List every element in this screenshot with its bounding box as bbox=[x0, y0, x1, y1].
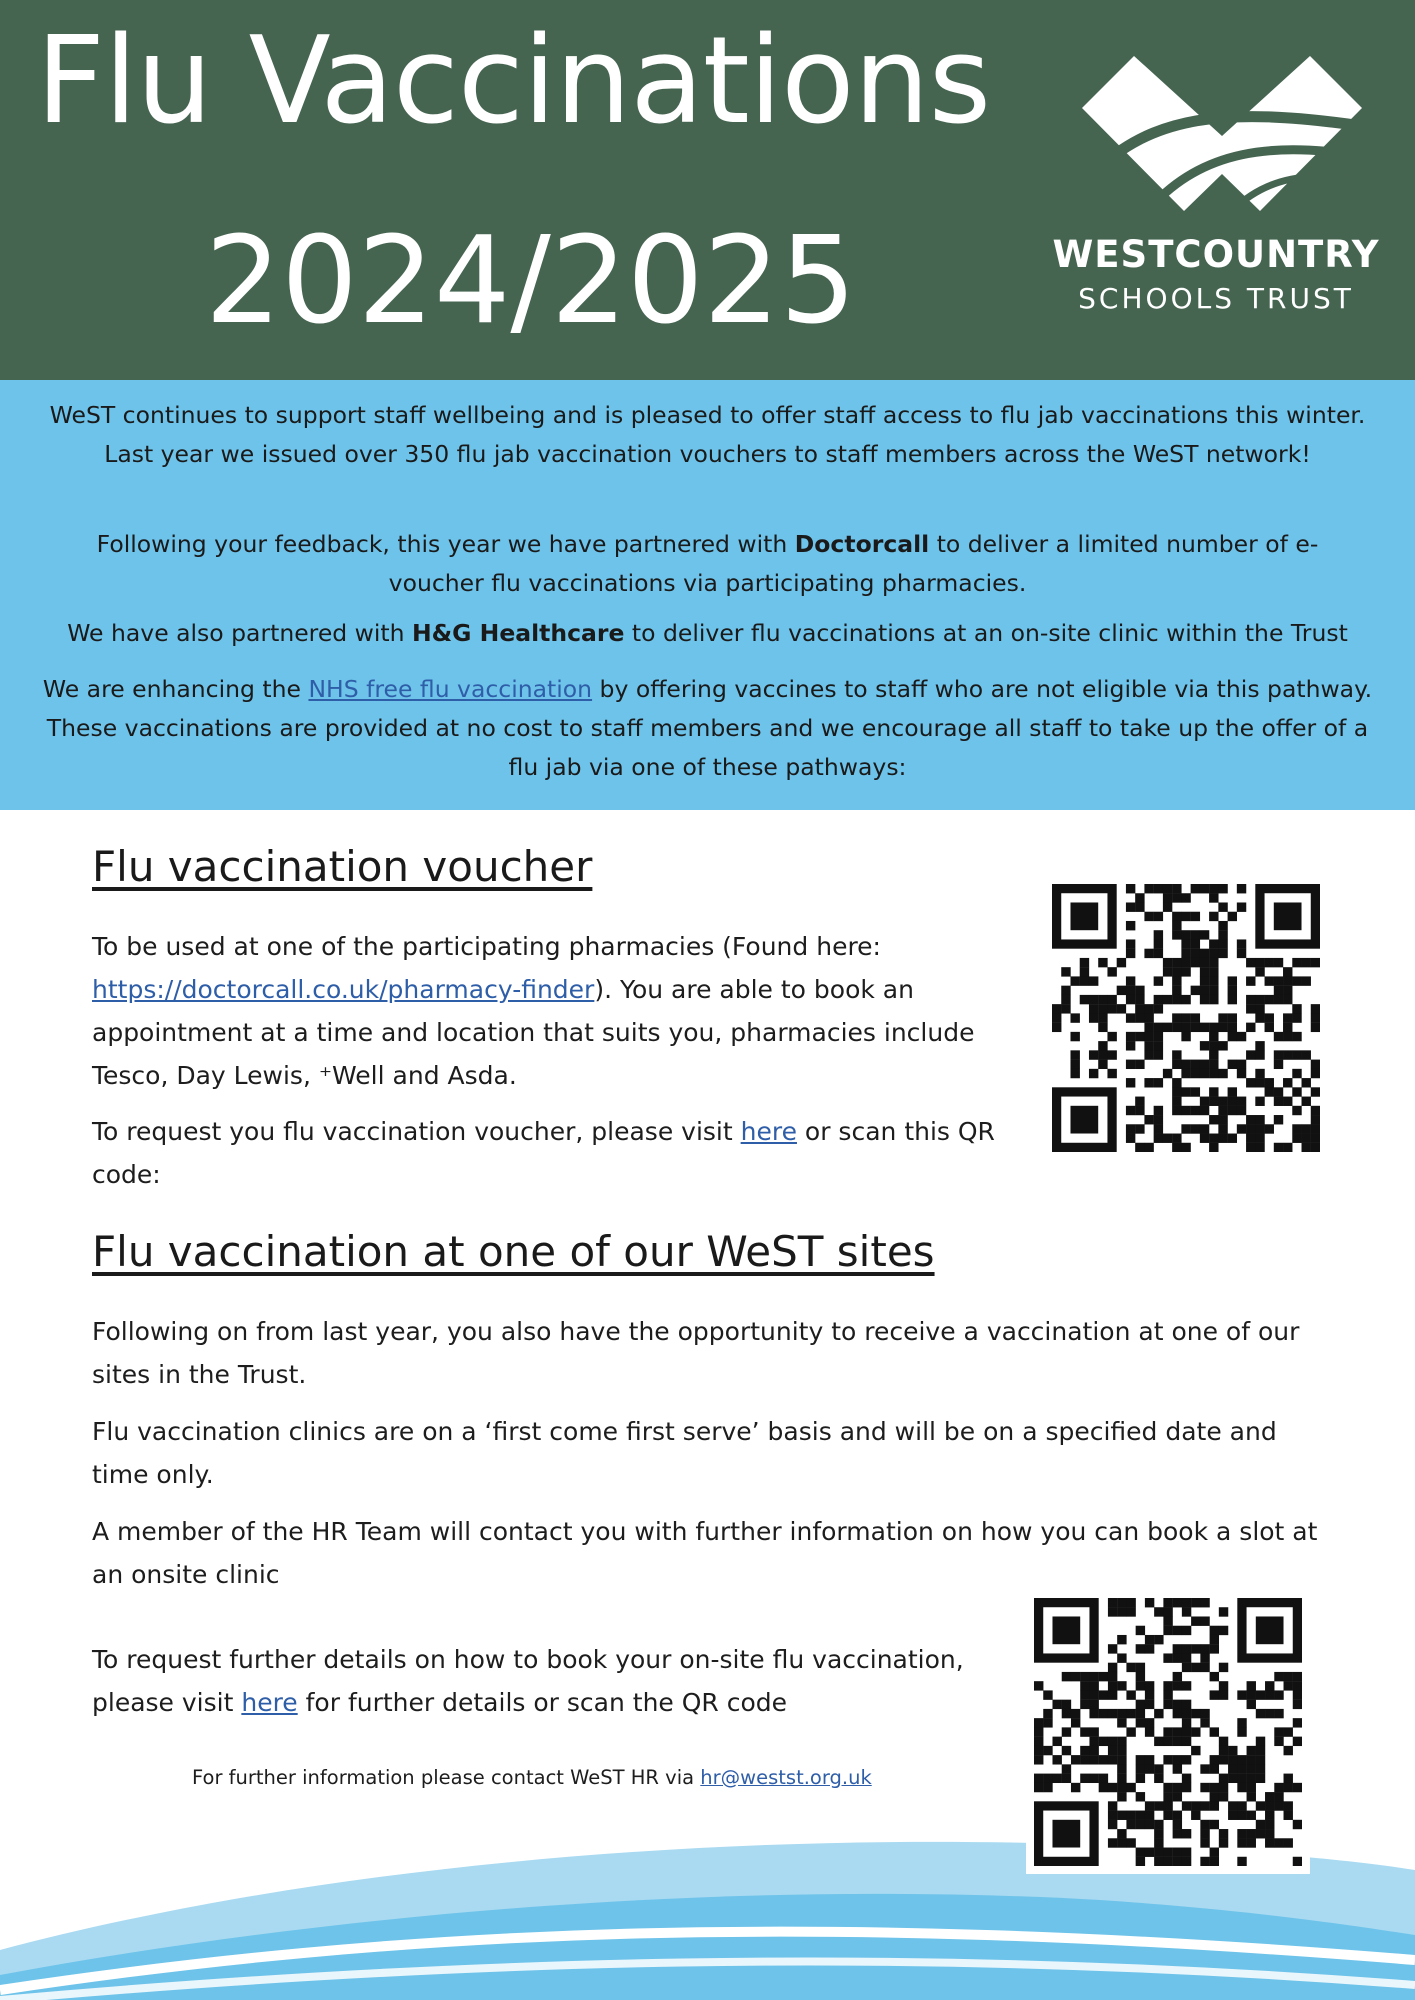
doctorcall-name: Doctorcall bbox=[794, 530, 930, 558]
page-title: Flu Vaccinations bbox=[36, 12, 991, 151]
nhs-flu-link[interactable]: NHS free flu vaccination bbox=[308, 675, 593, 703]
intro-paragraph-2 bbox=[80, 525, 1335, 603]
onsite-p4-text: To request further details on how to book your on-site flu vaccination, please visit bbox=[92, 1645, 964, 1717]
hr-email-link[interactable]: hr@westst.org.uk bbox=[700, 1766, 872, 1789]
onsite-paragraph-3: A member of the HR Team will contact you with further information on how you can book a slot at an onsite clinic bbox=[92, 1517, 1318, 1589]
onsite-p4-text-end: for further details or scan the QR code bbox=[297, 1688, 788, 1717]
voucher-p2-text-end: or scan this QR code: bbox=[92, 1117, 995, 1189]
intro-paragraph-4 bbox=[30, 670, 1385, 787]
onsite-paragraph-2: Flu vaccination clinics are on a ‘first come first serve’ basis and will be on a specified date and time only. bbox=[92, 1417, 1277, 1489]
intro-p3-text-end: to deliver flu vaccinations at an on-site clinic within the Trust bbox=[624, 619, 1348, 647]
pharmacy-finder-link[interactable]: https://doctorcall.co.uk/pharmacy-finder bbox=[92, 975, 595, 1004]
header-banner bbox=[0, 0, 1415, 380]
intro-p4-text: We are enhancing the bbox=[42, 675, 309, 703]
contact-text: For further information please contact WeST HR via bbox=[192, 1766, 701, 1789]
contact-line bbox=[192, 1766, 992, 1789]
voucher-p1-text-end: ). You are able to book an appointment at a time and location that suits you, pharmacies include Tesco, Day Lewis, ⁺Well and Asda. bbox=[92, 975, 975, 1090]
intro-p2-text: Following your feedback, this year we have partnered with bbox=[96, 530, 795, 558]
logo-subtitle: SCHOOLS TRUST bbox=[1078, 282, 1354, 315]
voucher-qr-code-icon[interactable] bbox=[1052, 884, 1320, 1152]
voucher-heading: Flu vaccination voucher bbox=[92, 842, 593, 891]
voucher-p1-text: To be used at one of the participating pharmacies (Found here: bbox=[92, 932, 881, 961]
westcountry-logo-icon bbox=[1082, 56, 1362, 211]
onsite-details-link[interactable]: here bbox=[241, 1688, 298, 1717]
voucher-paragraph-2 bbox=[92, 1110, 1032, 1196]
onsite-paragraph-4 bbox=[92, 1638, 1042, 1724]
hg-healthcare-name: H&G Healthcare bbox=[412, 619, 625, 647]
voucher-p2-text: To request you flu vaccination voucher, please visit bbox=[92, 1117, 741, 1146]
voucher-request-link[interactable]: here bbox=[740, 1117, 797, 1146]
intro-paragraph-3 bbox=[20, 614, 1395, 653]
onsite-heading: Flu vaccination at one of our WeST sites bbox=[92, 1227, 935, 1276]
onsite-paragraph-1: Following on from last year, you also have the opportunity to receive a vaccination at one of our sites in the Trust. bbox=[92, 1317, 1300, 1389]
voucher-paragraph-1 bbox=[92, 925, 1017, 1097]
onsite-qr-code-icon[interactable] bbox=[1026, 1590, 1310, 1874]
intro-paragraph-1: WeST continues to support staff wellbeing and is pleased to offer staff access to flu jab vaccinations this winter. Last year we issued over 350 flu jab vaccination vouchers to staff members across the WeST network! bbox=[49, 401, 1366, 468]
intro-p4-text-end: by offering vaccines to staff who are not eligible via this pathway. These vaccinations are provided at no cost to staff members and we encourage all staff to take up the offer of a flu jab via one of these pathways: bbox=[46, 675, 1373, 781]
intro-p2-text-end: to deliver a limited number of e-voucher flu vaccinations via participating pharmacies. bbox=[388, 530, 1319, 597]
intro-section bbox=[0, 380, 1415, 810]
page-title-year: 2024/2025 bbox=[205, 212, 857, 351]
logo-wordmark: WESTCOUNTRY bbox=[1052, 233, 1380, 276]
intro-p3-text: We have also partnered with bbox=[67, 619, 413, 647]
